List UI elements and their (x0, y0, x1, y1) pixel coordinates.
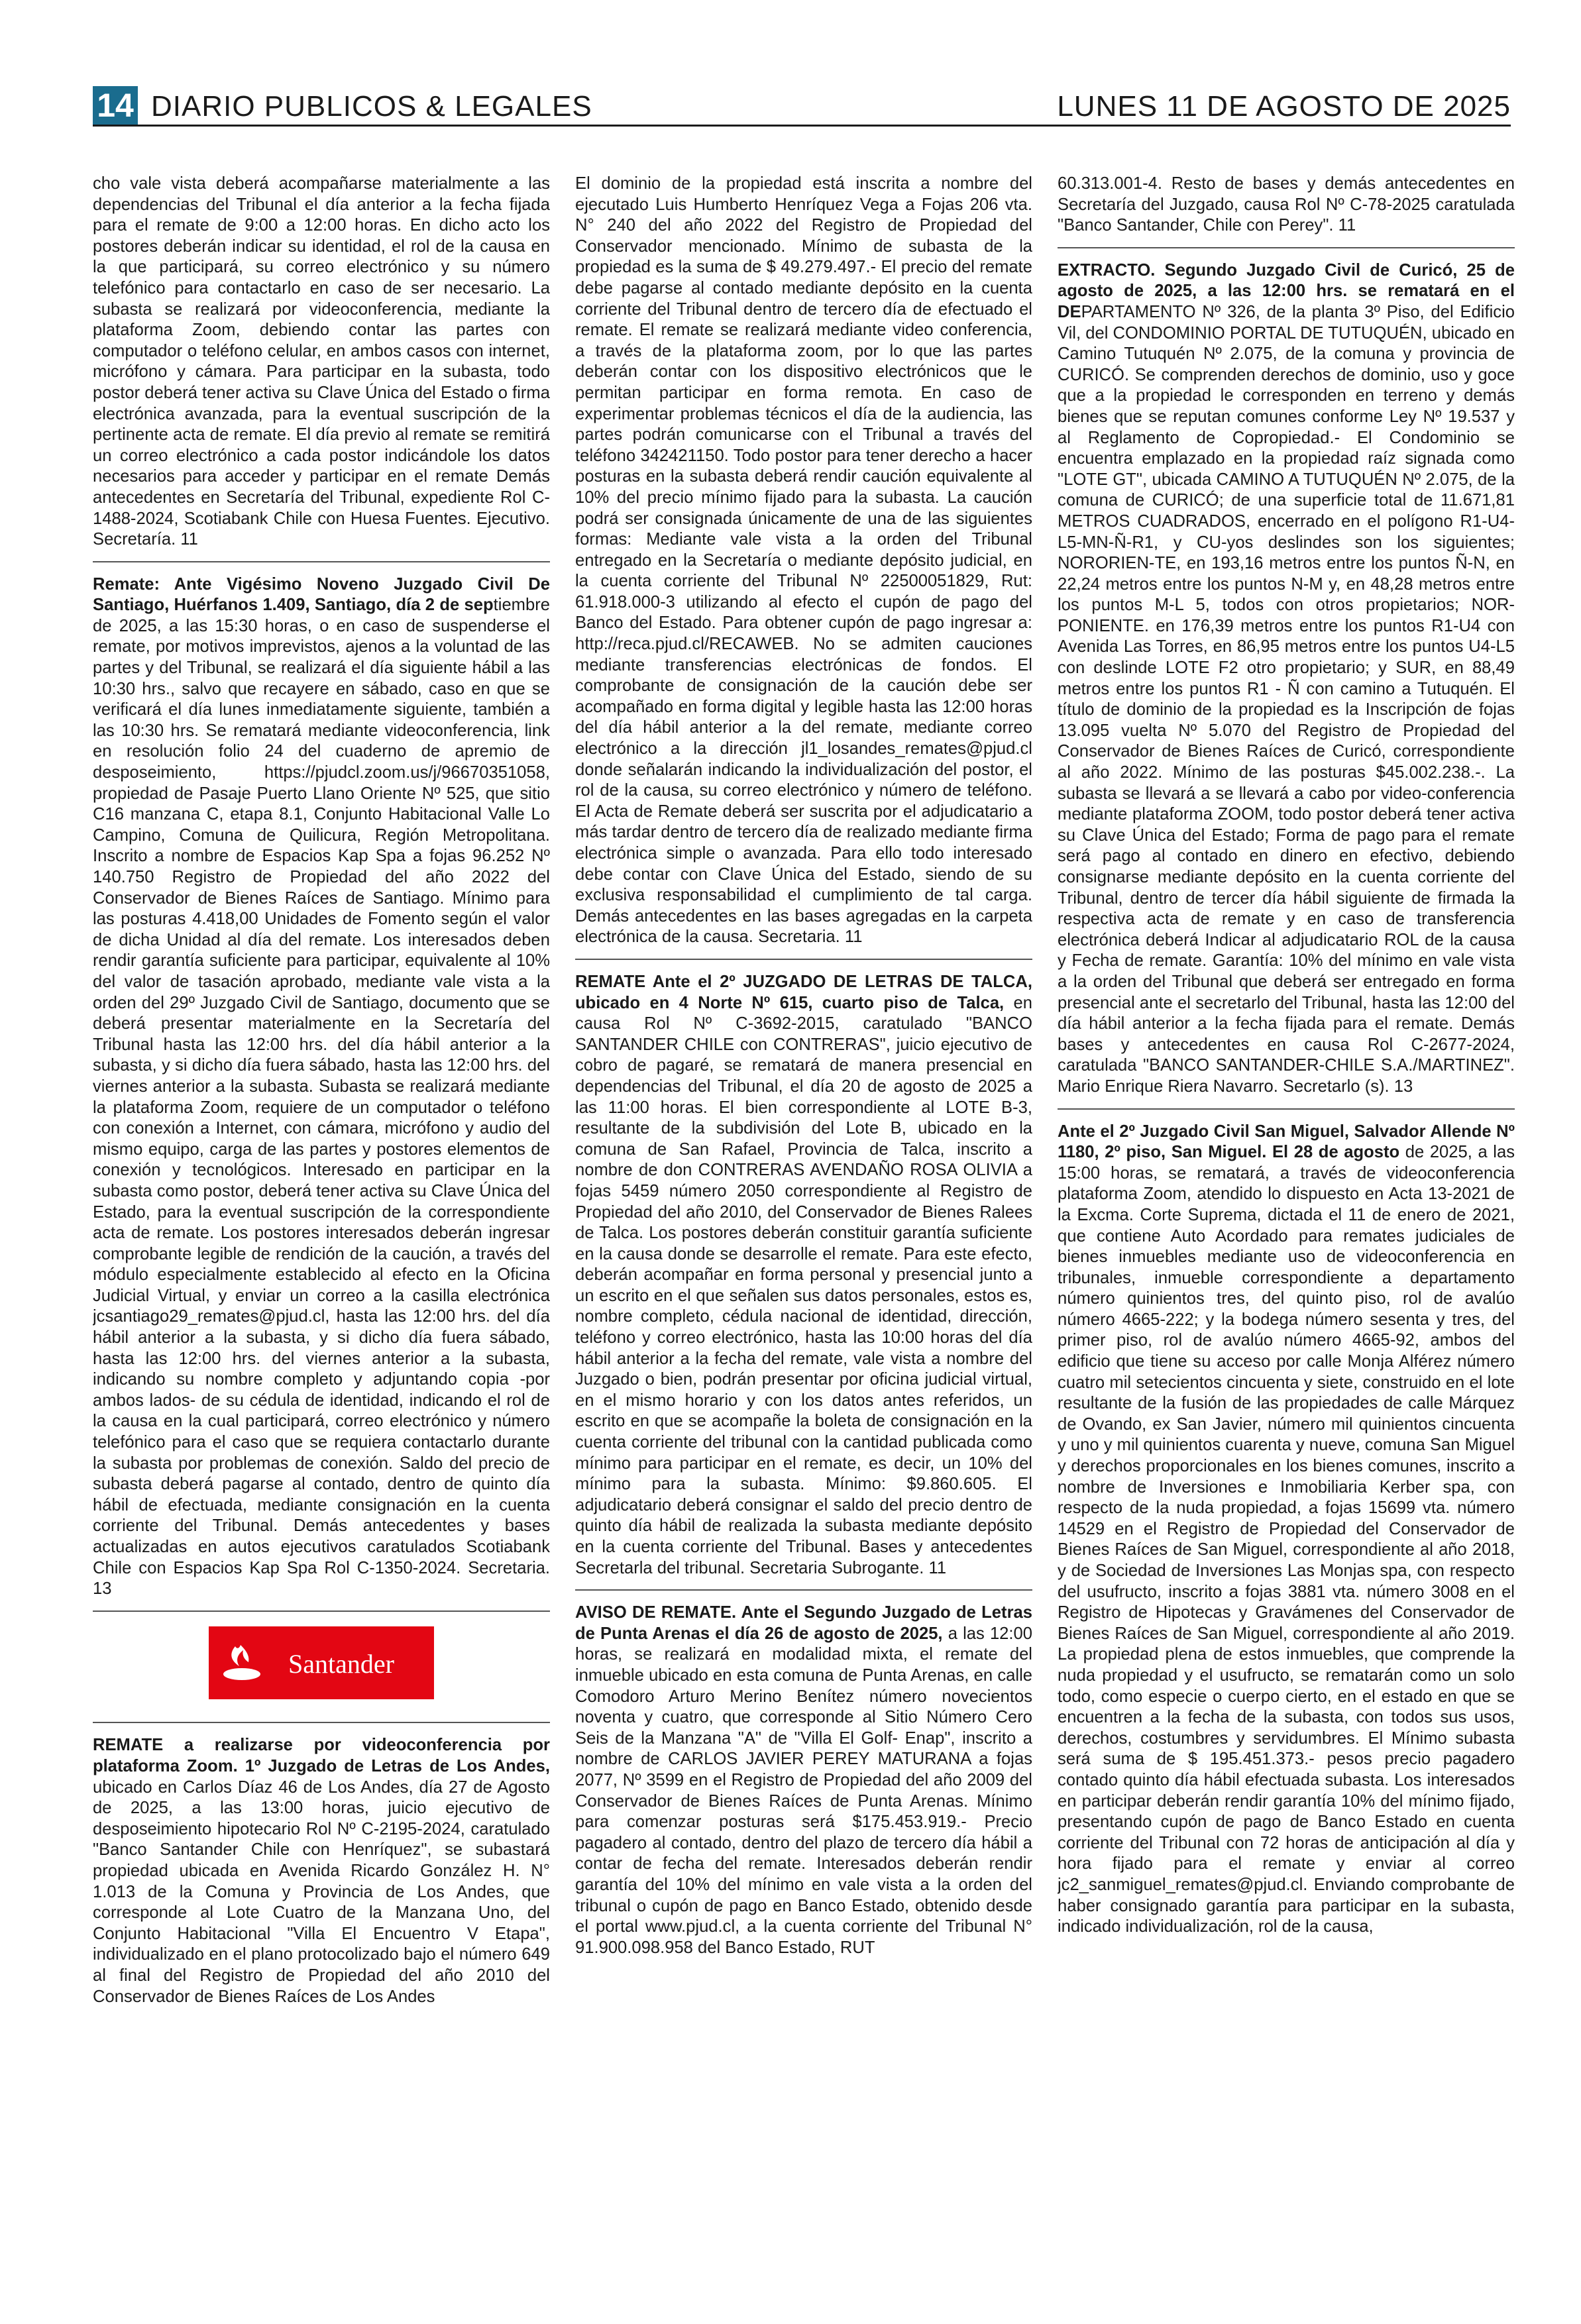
notice-text (1058, 1122, 1515, 1938)
notice-body: El dominio de la propiedad está inscrita a nombre del ejecutado Luis Humberto Henríquez Vega a Fojas 206 vta. N° 240 del año 2022 del Registro de Propiedad del Conservador mencionado. Mínimo de subasta de la propiedad es la suma de $ 49.279.497.- El precio del remate debe pagarse al contado mediante depósito en la cuenta corriente del Tribunal dentro de tercero día de efectuado el remate. El remate se realizará mediante video conferencia, a través de la plataforma zoom, por lo que las partes deberán contar con los dispositivo electrónicos que le permitan participar en forma remota. En caso de experimentar problemas técnicos el día de la audiencia, las partes podrán comunicarse con el Tribunal a través del teléfono 342421150. Todo postor para tener derecho a hacer posturas en la subasta deberá rendir caución equivalente al 10% del precio mínimo fijado para la subasta. La caución podrá ser consignada únicamente de una de las siguientes formas: Mediante vale vista a la orden del Tribunal entregado en la Secretaría o mediante depósito judicial, en la cuenta corriente del Tribunal Nº 22500051829, Rut: 61.918.000-3 utilizando al efecto el cupón de pago del Banco del Estado. Para obtener cupón de pago ingresar a: http://reca.pjud.cl/RECAWEB. No se admiten cauciones mediante transferencias electrónicas de fondos. El comprobante de consignación de la caución debe ser acompañado en forma digital y legible hasta las 12:00 horas del día hábil anterior a la del remate, mediante correo electrónico a la dirección jl1_losandes_remates@pjud.cl donde señalarán indicando la individualización del postor, el rol de la causa, su correo electrónico y número de teléfono. El Acta de Remate deberá ser suscrita por el adjudicatario a más tardar dentro de tercero día de realizado mediante firma electrónica simple o avanzada. Para ello todo interesado debe contar con Clave Única del Estado, siendo de su exclusiva responsabilidad el cumplimiento de tal carga. Demás antecedentes en las bases agregadas en la carpeta electrónica de la causa. Secretaria. 11 (575, 174, 1032, 947)
publication-title: DIARIO PUBLICOS & LEGALES (151, 90, 592, 123)
notice-curico (1058, 247, 1515, 1108)
notice-los-andes-continued (575, 174, 1032, 959)
notice-lead: REMATE a realizarse por videoconferencia por plataforma Zoom. 1º Juzgado de Letras de Los Andes, (93, 1736, 550, 1775)
notice-body: de 2025, a las 15:00 horas, se rematará, a través de videoconferencia plataforma Zoom, atendido lo dispuesto en Acta 13-2021 de la Excma. Corte Suprema, dictada el 11 de enero de 2021, que contiene Auto Acordado para remates judiciales de bienes inmuebles mediante uso de videoconferencia en tribunales, inmueble correspondiente a departamento número quinientos tres, del quinto piso, rol de avalúo número 4665-222; y la bodega número sesenta y tres, del primer piso, rol de avalúo número 4665-92, ambos del edificio que tiene su acceso por calle Monja Alférez número cuatro mil setecientos cincuenta y siete, construido en el lote resultante de la fusión de las propiedades de calle Márquez de Ovando, ex San Javier, número mil quinientos cincuenta y uno y mil quinientos cuarenta y nueve, comuna San Miguel y derechos proporcionales en los bienes comunes, inscrito a nombre de Inversiones e Inmobiliaria Kerber spa, con respecto de la nuda propiedad, a fojas 15699 vta. número 14529 en el Registro de Propiedad del Conservador de Bienes Raíces de San Miguel, correspondiente al año 2018, y de Sociedad de Inversiones Las Monjas spa, con respecto del usufructo, inscrito a fojas 3881 vta. número 3008 en el Registro de Hipotecas y Gravámenes del Conservador de Bienes Raíces de San Miguel, correspondiente al año 2019. La propiedad plena de estos inmuebles, que comprende la nuda propiedad y el usufructo, se rematarán como un solo todo, como especie o cuerpo cierto, en el estado en que se encuentren a la fecha de la subasta, con todos sus usos, derechos, costumbres y servidumbres. El Mínimo subasta será suma de $ 195.451.373.- pesos precio pagadero contado quinto día hábil efectuada subasta. Los interesados en participar deberán rendir garantía 10% del mínimo fijado, presentando cupón de pago de Banco Estado en cuenta corriente del Tribunal con 72 horas de anticipación al día y hora fijado para el remate y enviar al correo jc2_sanmiguel_remates@pjud.cl. Enviando comprobante de haber consignado garantía para participar en la subasta, indicado individualización, rol de la causa, (1058, 1143, 1515, 1936)
santander-ad (93, 1611, 550, 1722)
notice-body: tiembre de 2025, a las 15:30 horas, o en caso de suspenderse el remate, por motivos imprevistos, ajenos a la voluntad de las partes y del Tribunal, se realizará el día siguiente hábil a las 10:30 hrs., salvo que recayere en sábado, caso en que se verificará el día lunes inmediatamente siguiente, también a las 10:30 hrs. Se rematará mediante videoconferencia, link en resolución folio 24 del cuaderno de apremio de desposeimiento, https://pjudcl.zoom.us/j/96670351058, propiedad de Pasaje Puerto Llano Oriente Nº 525, que sitio C16 manzana C, etapa 8.1, Conjunto Habitacional Valle Lo Campino, Comuna de Quilicura, Región Metropolitana. Inscrito a nombre de Espacios Kap Spa a fojas 96.252 Nº 140.750 Registro de Propiedad del año 2022 del Conservador de Bienes Raíces de Santiago. Mínimo para las posturas 4.418,00 Unidades de Fomento según el valor de dicha Unidad al día del remate. Los interesados deben rendir garantía suficiente para participar, equivalente al 10% del valor de tasación aprobado, mediante vale vista a la orden del 29º Juzgado Civil de Santiago, documento que se deberá presentar materialmente en la Secretaría del Tribunal hasta las 12:00 hrs. del día hábil anterior a la subasta, y si dicho día fuera sábado, hasta las 12:00 hrs. del viernes anterior a la subasta. Subasta se realizará mediante la plataforma Zoom, requiere de un computador o teléfono con conexión a Internet, con cámara, micrófono y audio del mismo equipo, carga de las partes y postores elementos de conexión y tecnológicos. Interesado en participar en la subasta como postor, deberá tener activa su Clave Única del Estado, para la eventual suscripción de la correspondiente acta de remate. Los postores interesados deberán ingresar comprobante legible de rendición de la caución, a través del módulo especialmente establecido al efecto en la Oficina Judicial Virtual, y enviar un correo a la casilla electrónica jcsantiago29_remates@pjud.cl, hasta las 12:00 hrs. del día hábil anterior a la subasta, y si dicho día fuera sábado, hasta las 12:00 hrs. del viernes anterior a la subasta, indicando su nombre completo y adjuntando copia -por ambos lados- de su cédula de identidad, indicando el rol de la causa en la cual participará, correo electrónico y número telefónico para el caso que se requiera contactarlo durante la subasta por problemas de conexión. Saldo del precio de subasta deberá pagarse al contado, dentro de quinto día hábil de efectuada, mediante consignación en la cuenta corriente del Tribunal. Demás antecedentes y bases actualizadas en autos ejecutivos caratulados Scotiabank Chile con Espacios Kap Spa Rol C-1350-2024. Secretaria. 13 (93, 596, 550, 1599)
notice-lead: Ante el 2º Juzgado Civil San Miguel, Salvador Allende Nº 1180, 2º piso, San Miguel. El 28 de agosto (1058, 1122, 1515, 1162)
column-3 (1058, 174, 1515, 2287)
notice-body: en causa Rol Nº C-3692-2015, caratulado "BANCO SANTANDER CHILE con CONTRERAS", juicio ejecutivo de cobro de pagaré, se rematará de manera presencial en dependencias del Tribunal, el día 20 de agosto de 2025 a las 11:00 horas. El bien correspondiente al LOTE B-3, resultante de la subdivisión del Lote B, ubicado en la comuna de San Rafael, Provincia de Talca, inscrito a nombre de don CONTRERAS AVENDAÑO ROSA OLIVIA a fojas 5459 número 2050 correspondiente al Registro de Propiedad del año 2010, del Conservador de Bienes Ralees de Talca. Los postores deberán constituir garantía suficiente en la causa donde se desarrolle el remate. Para este efecto, deberán acompañar en forma personal y presencial junto a un escrito en el que señalen sus datos personales, estos es, nombre completo, cédula nacional de identidad, dirección, teléfono y correo electrónico, hasta las 10:00 horas del día hábil anterior a la fecha del remate, vale vista a nombre del Juzgado o bien, podrán presentar por oficina judicial virtual, en el mismo horario y con los datos antes referidos, un escrito en que se acompañe la boleta de consignación en la cuenta corriente del tribunal con la cantidad publicada como mínimo para participar en el remate, es decir, un 10% del mínimo para la subasta. Mínimo: $9.860.605. El adjudicatario deberá consignar el saldo del precio dentro de quinto día hábil de realizada la subasta mediante depósito en la cuenta corriente del Tribunal. Bases y antecedentes Secretarla del tribunal. Secretaria Subrogante. 11 (575, 993, 1032, 1577)
page-number: 14 (93, 86, 138, 125)
page-header (93, 86, 1511, 127)
notice-scotiabank-huesa (93, 174, 550, 561)
santander-logo (209, 1626, 434, 1699)
notice-lead: EXTRACTO. Segundo Juzgado Civil de Curicó, 25 de agosto de 2025, a las 12:00 hrs. se rematará en el DE (1058, 260, 1515, 321)
notice-talca (575, 959, 1032, 1589)
notice-body: 60.313.001-4. Resto de bases y demás antecedentes en Secretaría del Juzgado, causa Rol Nº C-78-2025 caratulada "Banco Santander, Chile con Perey". 11 (1058, 174, 1515, 235)
notice-punta-arenas (575, 1589, 1032, 1969)
notice-body: ubicado en Carlos Díaz 46 de Los Andes, día 27 de Agosto de 2025, a las 13:00 horas, juicio ejecutivo de desposeimiento hipotecario Rol Nº C-2195-2024, caratulado "Banco Santander Chile con Henríquez", se subastará propiedad ubicada en Avenida Ricardo González H. N° 1.013 de la Comuna y Provincia de Los Andes, que corresponde al Lote Cuatro de la Manzana Uno, del Conjunto Habitacional "Villa El Encuentro V Etapa", individualizado en el plano protocolizado bajo el número 649 al final del Registro de Propiedad del año 2010 del Conservador de Bienes Raíces de Los Andes (93, 1777, 550, 2006)
notice-lead: AVISO DE REMATE. Ante el Segundo Juzgado de Letras de Punta Arenas el día 26 de agosto de 2025, (575, 1603, 1032, 1643)
notice-text (93, 1735, 550, 2007)
notice-29-juzgado-santiago (93, 561, 550, 1611)
column-1 (93, 174, 550, 2287)
notice-lead: Remate: Ante Vigésimo Noveno Juzgado Civil De Santiago, Huérfanos 1.409, Santiago, día 2 de sep (93, 574, 550, 615)
notice-body: a las 12:00 horas, se realizará en modalidad mixta, el remate del inmueble ubicado en esta comuna de Punta Arenas, en calle Comodoro Arturo Merino Benítez número novecientos noventa y cuatro, que corresponde al Sitio Número Cero Seis de la Manzana "A" de "Villa El Golf- Enap", inscrito a nombre de CARLOS JAVIER PEREY MATURANA a fojas 2077, Nº 3599 en el Registro de Propiedad del año 2009 del Conservador de Bienes Raíces de Punta Arenas. Mínimo para comenzar posturas será $175.453.919.- Precio pagadero al contado, dentro del plazo de tercero día hábil a contar de fecha del remate. Interesados deberán rendir garantía del 10% del mínimo en vale vista a la orden del tribunal o cupón de pago en Banco Estado, obtenido desde el portal www.pjud.cl, a la cuenta corriente del Tribunal N° 91.900.098.958 del Banco Estado, RUT (575, 1624, 1032, 1957)
notice-text (93, 574, 550, 1600)
notice-los-andes (93, 1722, 550, 2018)
santander-wordmark: Santander (288, 1648, 394, 1679)
notice-text (575, 972, 1032, 1579)
notice-body: cho vale vista deberá acompañarse materialmente a las dependencias del Tribunal el día anterior a la fecha fijada para el remate de 9:00 a 12:00 horas. En dicho acto los postores deberán indicar su identidad, el rol de la causa en la que participará, su correo electrónico y su número telefónico para contactarlo en caso de ser necesario. La subasta se realizará por videoconferencia, mediante la plataforma Zoom, debiendo contar las partes con computador o teléfono celular, en ambos casos con internet, micrófono y cámara. Para participar en la subasta, todo postor deberá tener activa su Clave Única del Estado o firma electrónica avanzada, para la eventual suscripción de la pertinente acta de remate. El día previo al remate se remitirá un correo electrónico a cada postor indicándole los datos necesarios para acceder y participar en el remate Demás antecedentes en Secretaría del Tribunal, expediente Rol C-1488-2024, Scotiabank Chile con Huesa Fuentes. Ejecutivo. Secretaría. 11 (93, 174, 550, 549)
publication-date: LUNES 11 DE AGOSTO DE 2025 (1057, 90, 1511, 123)
notice-body: PARTAMENTO Nº 326, de la planta 3º Piso, del Edificio Vil, del CONDOMINIO PORTAL DE TUTUQUÉN, ubicado en Camino Tutuquén Nº 2.075, de la comuna y provincia de CURICÓ. Se comprenden derechos de dominio, uso y goce que a la propiedad le corresponden en terreno y demás bienes que se reputan comunes conforme Ley Nº 19.537 y al Reglamento de Copropiedad.- El Condominio se encuentra emplazado en la propiedad raíz signada como "LOTE GT", ubicada CAMINO A TUTUQUÉN Nº 2.075, de la comuna de CURICÓ; de una superficie total de 11.671,81 METROS CUADRADOS, encerrado en el polígono R1-U4-L5-MN-Ñ-R1, y CU-yos deslindes son los siguientes; NORORIEN-TE, en 193,16 metros entre los puntos Ñ-N, en 22,24 metros entre los puntos N-M y, en 48,28 metros entre los puntos M-L 5, todos con otros propietarios; NOR-PONIENTE. en 176,39 metros entre los puntos R1-U4 con Avenida Las Torres, en 86,95 metros entre los puntos U4-L5 con deslinde LOTE F2 otro propietario; y SUR, en 88,49 metros entre los puntos R1 - Ñ con camino a Tutuquén. El título de dominio de la propiedad es la Inscripción de fojas 13.095 vuelta Nº 5.070 del Registro de Propiedad del Conservador de Bienes Raíces de Curicó, correspondiente al año 2022. Mínimo de las posturas $45.002.238.-. La subasta se llevará a se llevará a cabo por video-conferencia mediante plataforma ZOOM, todo postor deberá tener activa su Clave Única del Estado; Forma de pago para el remate será pago al contado en dinero en efectivo, debiendo consignarse mediante depósito en la cuenta corriente del Tribunal, dentro de tercer día hábil siguiente de firmada la respectiva acta de remate y en caso de transferencia electrónica deberá Indicar al adjudicatario ROL de la causa y Fecha de remate. Garantía: 10% del mínimo en vale vista a la orden del Tribunal que deberá ser entregado en forma presencial ante el secretarlo del Tribunal, hasta las 12:00 del día hábil anterior a la fecha fijada para el remate. Demás bases y antecedentes en causa Rol C-2677-2024, caratulada "BANCO SANTANDER-CHILE S.A./MARTINEZ". Mario Enrique Riera Navarro. Secretarlo (s). 13 (1058, 302, 1515, 1096)
notice-text (1058, 260, 1515, 1098)
notice-lead: REMATE Ante el 2º JUZGADO DE LETRAS DE TALCA, ubicado en 4 Norte Nº 615, cuarto piso de Talca, (575, 972, 1032, 1012)
notice-san-miguel (1058, 1108, 1515, 1948)
column-2 (575, 174, 1032, 2287)
notice-punta-arenas-continued (1058, 174, 1515, 247)
notice-text (575, 1603, 1032, 1958)
